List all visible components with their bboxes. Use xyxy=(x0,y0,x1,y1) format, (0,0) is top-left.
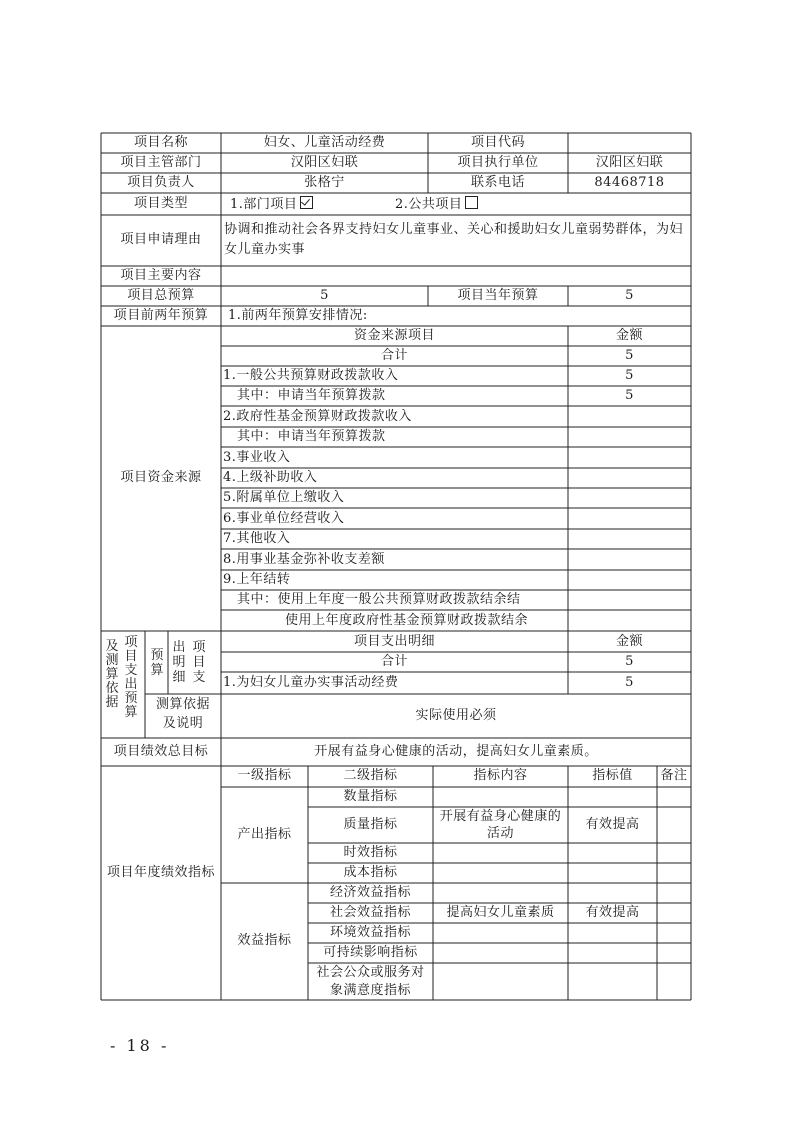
perf-annual-label: 项目年度绩效指标 xyxy=(106,865,215,880)
expense-outer-label-a: 及 测 算 依 据 xyxy=(105,639,119,710)
perf-output-label: 产出指标 xyxy=(237,827,292,842)
funding-row: 其中：使用上年度一般公共预算财政拨款结余结 xyxy=(237,592,521,607)
page-number: - 18 - xyxy=(110,1036,170,1055)
funding-row: 3.事业收入 xyxy=(223,450,291,465)
reason-value: 协调和推动社会各界支持妇女儿童事业、关心和援助妇女儿童弱势群体，为妇女儿童办实事 xyxy=(224,222,684,257)
perf-header-note: 备注 xyxy=(660,768,688,783)
expense-total-label: 合计 xyxy=(380,654,408,669)
project-name-value: 妇女、儿童活动经费 xyxy=(263,135,386,150)
type-option-dept-label: 1.部门项目 xyxy=(230,197,298,212)
perf-quality-value: 有效提高 xyxy=(585,817,640,832)
perf-row-cost: 成本指标 xyxy=(343,865,398,880)
perf-social-content: 提高妇女儿童素质 xyxy=(446,905,555,920)
exec-unit-label: 项目执行单位 xyxy=(457,155,539,170)
type-option-public-label: 2.公共项目 xyxy=(395,197,463,212)
year-budget-value: 5 xyxy=(625,288,634,303)
funding-section-label: 项目资金来源 xyxy=(120,470,202,485)
type-option-public xyxy=(395,196,478,213)
funding-col-item: 资金来源项目 xyxy=(353,328,435,343)
expense-item-amount: 5 xyxy=(625,675,634,690)
reason-label: 项目申请理由 xyxy=(120,232,202,247)
perf-row-timeliness: 时效指标 xyxy=(343,845,398,860)
phone-value: 84468718 xyxy=(594,175,665,190)
basis-label-line1: 测算依据 xyxy=(155,697,210,712)
perf-quality-content: 开展有益身心健康的活动 xyxy=(439,809,562,841)
funding-row: 合计 xyxy=(380,348,408,363)
basis-label-line2: 及说明 xyxy=(162,716,204,731)
funding-row: 使用上年度政府性基金预算财政拨款结余 xyxy=(285,613,529,628)
project-name-label: 项目名称 xyxy=(133,135,188,150)
leader-value: 张格宁 xyxy=(304,175,345,190)
perf-row-quality: 质量指标 xyxy=(343,817,398,832)
funding-row: 6.事业单位经营收入 xyxy=(223,511,345,526)
perf-header-content: 指标内容 xyxy=(473,768,528,783)
dept-label: 项目主管部门 xyxy=(120,155,202,170)
perf-header-value: 指标值 xyxy=(592,768,633,783)
expense-sub-label-c: 项 目 支 xyxy=(192,640,206,685)
funding-amount: 5 xyxy=(625,348,634,363)
total-budget-value: 5 xyxy=(320,288,329,303)
perf-row-economic: 经济效益指标 xyxy=(329,885,411,900)
year-budget-label: 项目当年预算 xyxy=(457,288,539,303)
type-label: 项目类型 xyxy=(133,196,188,211)
funding-col-amount: 金额 xyxy=(615,328,643,343)
content-label: 项目主要内容 xyxy=(120,268,202,283)
phone-label: 联系电话 xyxy=(470,175,525,190)
dept-value: 汉阳区妇联 xyxy=(290,155,359,170)
perf-row-environment: 环境效益指标 xyxy=(329,925,411,940)
funding-row: 9.上年结转 xyxy=(223,572,291,587)
prev-budget-text: 1.前两年预算安排情况: xyxy=(228,308,368,323)
funding-row: 2.政府性基金预算财政拨款收入 xyxy=(223,409,412,424)
type-option-dept xyxy=(230,196,313,213)
checkbox-empty-icon xyxy=(465,196,478,209)
exec-unit-value: 汉阳区妇联 xyxy=(595,155,664,170)
expense-item-label: 1.为妇女儿童办实事活动经费 xyxy=(223,675,399,690)
funding-row: 1.一般公共预算财政拨款收入 xyxy=(223,368,399,383)
perf-social-value: 有效提高 xyxy=(585,905,640,920)
funding-amount: 5 xyxy=(625,368,634,383)
perf-goal-value: 开展有益身心健康的活动，提高妇女儿童素质。 xyxy=(314,744,598,759)
perf-row-quantity: 数量指标 xyxy=(343,789,398,804)
perf-row-sustainable: 可持续影响指标 xyxy=(323,945,418,960)
perf-header-level2: 二级指标 xyxy=(343,768,398,783)
expense-col-item: 项目支出明细 xyxy=(353,634,435,649)
funding-row: 5.附属单位上缴收入 xyxy=(223,490,345,505)
total-budget-label: 项目总预算 xyxy=(127,288,195,303)
expense-total-value: 5 xyxy=(625,654,634,669)
perf-row-social: 社会效益指标 xyxy=(329,905,411,920)
prev-budget-label: 项目前两年预算 xyxy=(113,308,209,323)
expense-outer-label-b: 项 目 支 出 预 算 xyxy=(124,635,138,720)
expense-col-amount: 金额 xyxy=(615,634,643,649)
funding-row: 8.用事业基金弥补收支差额 xyxy=(223,552,385,567)
funding-row: 4.上级补助收入 xyxy=(223,470,318,485)
basis-value: 实际使用必须 xyxy=(415,708,497,723)
perf-benefit-label: 效益指标 xyxy=(237,933,292,948)
perf-header-level1: 一级指标 xyxy=(237,768,292,783)
checkbox-checked-icon xyxy=(300,196,313,209)
expense-sub-label-b: 出 明 细 xyxy=(172,640,186,685)
project-code-label: 项目代码 xyxy=(470,135,525,150)
funding-row: 其中：申请当年预算拨款 xyxy=(237,429,386,444)
funding-row: 其中：申请当年预算拨款 xyxy=(237,388,386,403)
expense-sub-label-a: 预 算 xyxy=(150,648,164,678)
perf-goal-label: 项目绩效总目标 xyxy=(113,744,209,759)
perf-row-satisfaction: 社会公众或服务对象满意度指标 xyxy=(316,965,425,998)
funding-amount: 5 xyxy=(625,388,634,403)
funding-row: 7.其他收入 xyxy=(223,531,291,546)
leader-label: 项目负责人 xyxy=(127,175,195,190)
